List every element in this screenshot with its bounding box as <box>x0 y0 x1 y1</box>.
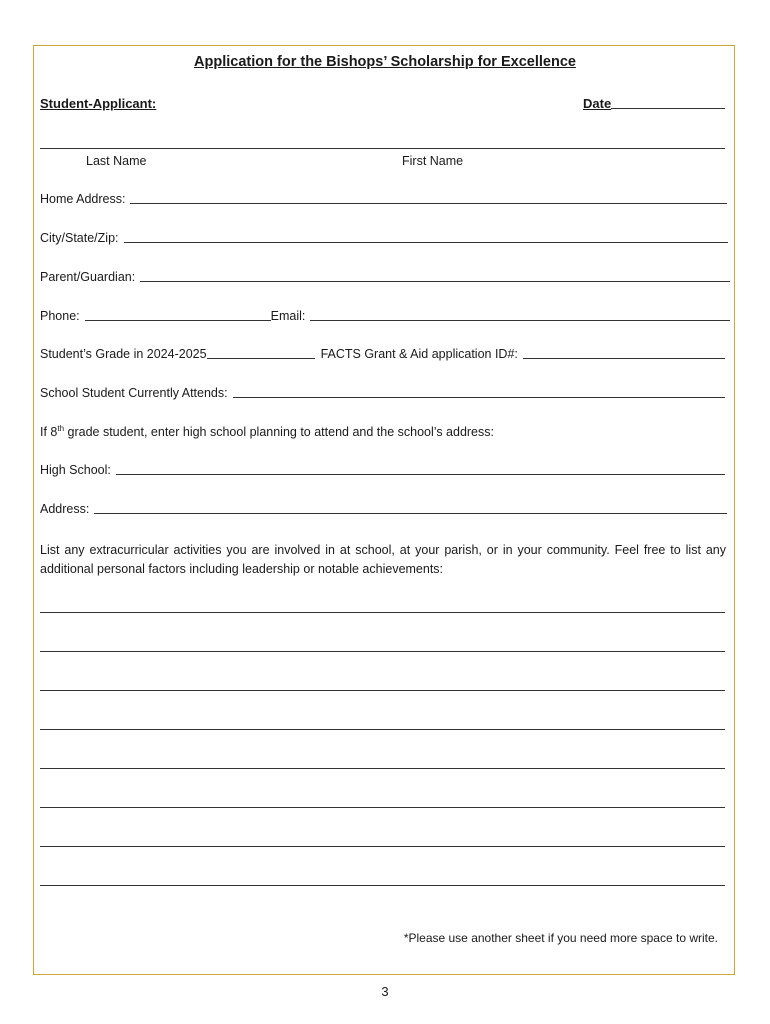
grade-line[interactable] <box>207 357 315 359</box>
page-number: 3 <box>381 984 389 999</box>
date-line[interactable] <box>611 107 725 109</box>
parent-guardian-field[interactable] <box>40 270 730 284</box>
activities-line[interactable] <box>40 651 725 652</box>
city-state-zip-label: City/State/Zip: <box>40 231 119 245</box>
parent-guardian-line[interactable] <box>140 280 730 282</box>
activities-line[interactable] <box>40 690 725 691</box>
high-school-label: High School: <box>40 463 111 477</box>
high-school-line[interactable] <box>116 473 725 475</box>
phone-email-row <box>40 309 730 323</box>
city-state-zip-field[interactable] <box>40 231 728 245</box>
school-attends-field[interactable] <box>40 386 725 400</box>
space-note: *Please use another sheet if you need more space to write. <box>403 931 718 945</box>
date-field[interactable] <box>583 96 725 111</box>
address-line[interactable] <box>94 512 727 514</box>
activities-prompt: List any extracurricular activities you are involved in at school, at your parish, or in your community. Feel free to list any additional personal factors including leadership or notable achievements: <box>40 543 726 576</box>
activities-line[interactable] <box>40 768 725 769</box>
activities-line[interactable] <box>40 807 725 808</box>
city-state-zip-line[interactable] <box>124 241 729 243</box>
facts-id-line[interactable] <box>523 357 725 359</box>
email-label: Email: <box>270 309 306 323</box>
date-label: Date <box>583 96 612 111</box>
high-school-field[interactable] <box>40 463 725 477</box>
activities-line[interactable] <box>40 612 725 613</box>
parent-guardian-label: Parent/Guardian: <box>40 270 136 284</box>
name-line[interactable] <box>40 148 725 149</box>
home-address-line[interactable] <box>130 202 727 204</box>
phone-label: Phone: <box>40 309 80 323</box>
school-attends-line[interactable] <box>233 396 725 398</box>
activities-line[interactable] <box>40 729 725 730</box>
address-label: Address: <box>40 502 90 516</box>
phone-line[interactable] <box>85 319 271 321</box>
school-attends-label: School Student Currently Attends: <box>40 386 228 400</box>
first-name-label: First Name <box>402 154 464 168</box>
grade-label: Student’s Grade in 2024-2025 <box>40 347 207 361</box>
eighth-grade-instruction: If 8th grade student, enter high school planning to attend and the school’s address: <box>40 424 494 440</box>
facts-label: FACTS Grant & Aid application ID#: <box>320 347 518 361</box>
form-title: Application for the Bishops’ Scholarship for Excellence <box>194 54 576 70</box>
last-name-label: Last Name <box>86 154 147 168</box>
home-address-label: Home Address: <box>40 192 126 206</box>
email-line[interactable] <box>310 319 730 321</box>
home-address-field[interactable] <box>40 192 727 206</box>
student-applicant-label: Student-Applicant: <box>40 96 157 111</box>
activities-line[interactable] <box>40 885 725 886</box>
grade-facts-row <box>40 347 725 361</box>
address-field[interactable] <box>40 502 727 516</box>
activities-line[interactable] <box>40 846 725 847</box>
